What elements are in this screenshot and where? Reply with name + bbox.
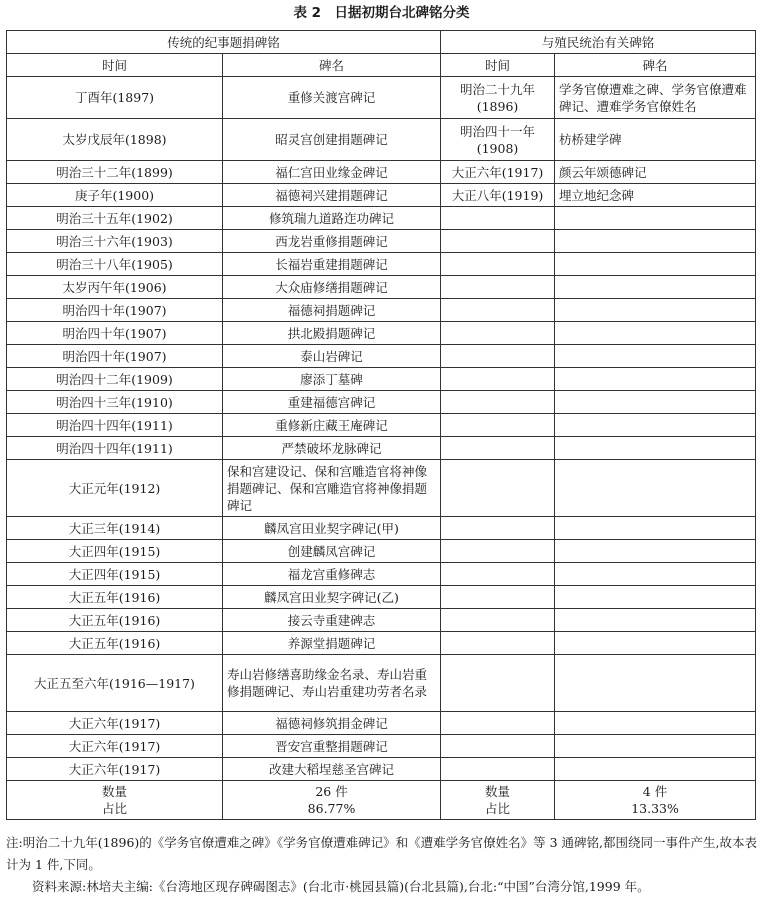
name-cell-left: 重修新庄藏王庵碑记 — [223, 414, 441, 437]
time-cell-left: 明治三十五年(1902) — [7, 207, 223, 230]
name-cell-right: 学务官僚遭难之碑、学务官僚遭难碑记、遭难学务官僚姓名 — [555, 77, 756, 119]
inscription-table — [6, 30, 756, 820]
time-cell-right: 明治四十一年(1908) — [441, 119, 555, 161]
time-cell-left: 大正五年(1916) — [7, 586, 223, 609]
time-cell-right — [441, 632, 555, 655]
table-row — [7, 758, 756, 781]
name-cell-right — [555, 437, 756, 460]
time-cell-right: 大正六年(1917) — [441, 161, 555, 184]
table-row — [7, 368, 756, 391]
name-cell-right — [555, 391, 756, 414]
name-cell-left: 养源堂捐题碑记 — [223, 632, 441, 655]
name-cell-left: 泰山岩碑记 — [223, 345, 441, 368]
name-cell-right — [555, 712, 756, 735]
name-cell-left: 福龙宫重修碑志 — [223, 563, 441, 586]
time-cell-left: 明治四十年(1907) — [7, 299, 223, 322]
time-cell-right — [441, 345, 555, 368]
name-cell-right — [555, 609, 756, 632]
time-cell-right — [441, 207, 555, 230]
time-cell-left: 明治四十三年(1910) — [7, 391, 223, 414]
time-cell-left: 大正四年(1915) — [7, 563, 223, 586]
name-cell-left: 福德祠兴建捐题碑记 — [223, 184, 441, 207]
time-cell-left: 大正六年(1917) — [7, 758, 223, 781]
name-cell-left: 福德祠捐题碑记 — [223, 299, 441, 322]
count-label: 数量 — [485, 784, 511, 799]
table-row — [7, 414, 756, 437]
name-cell-right — [555, 322, 756, 345]
name-cell-right — [555, 758, 756, 781]
table-row — [7, 460, 756, 517]
time-cell-left: 明治四十四年(1911) — [7, 437, 223, 460]
time-cell-right: 明治二十九年(1896) — [441, 77, 555, 119]
name-cell-left: 创建麟凤宫碑记 — [223, 540, 441, 563]
header-name-left: 碑名 — [223, 54, 441, 77]
table-row — [7, 322, 756, 345]
name-cell-right — [555, 414, 756, 437]
name-cell-right — [555, 563, 756, 586]
name-cell-left: 重修关渡宫碑记 — [223, 77, 441, 119]
name-cell-left: 廖添丁墓碑 — [223, 368, 441, 391]
table-body — [7, 77, 756, 781]
time-cell-right — [441, 758, 555, 781]
time-cell-left: 大正元年(1912) — [7, 460, 223, 517]
table-row — [7, 437, 756, 460]
name-cell-left: 严禁破坏龙脉碑记 — [223, 437, 441, 460]
time-cell-left: 明治三十八年(1905) — [7, 253, 223, 276]
time-cell-left: 太岁戊辰年(1898) — [7, 119, 223, 161]
name-cell-right — [555, 586, 756, 609]
time-cell-right — [441, 655, 555, 712]
table-row — [7, 77, 756, 119]
name-cell-left: 保和宫建设记、保和宫雕造官将神像捐题碑记、保和宫雕造官将神像捐题碑记 — [223, 460, 441, 517]
name-cell-right: 埋立地纪念碑 — [555, 184, 756, 207]
time-cell-right — [441, 586, 555, 609]
name-cell-left: 西龙岩重修捐题碑记 — [223, 230, 441, 253]
time-cell-right — [441, 712, 555, 735]
left-ratio: 86.77% — [307, 801, 356, 816]
time-cell-right — [441, 563, 555, 586]
name-cell-right — [555, 345, 756, 368]
header-colonial: 与殖民统治有关碑铭 — [441, 31, 756, 54]
time-cell-left: 明治三十六年(1903) — [7, 230, 223, 253]
time-cell-right — [441, 437, 555, 460]
name-cell-left: 长福岩重建捐题碑记 — [223, 253, 441, 276]
summary-labels-right — [441, 781, 555, 820]
name-cell-right — [555, 460, 756, 517]
time-cell-right — [441, 368, 555, 391]
time-cell-right — [441, 299, 555, 322]
name-cell-left: 福德祠修筑捐金碑记 — [223, 712, 441, 735]
table-row — [7, 540, 756, 563]
table-row — [7, 712, 756, 735]
table-row — [7, 276, 756, 299]
name-cell-left: 大众庙修缮捐题碑记 — [223, 276, 441, 299]
name-cell-right — [555, 517, 756, 540]
table-row — [7, 230, 756, 253]
name-cell-left: 昭灵宫创建捐题碑记 — [223, 119, 441, 161]
name-cell-left: 拱北殿捐题碑记 — [223, 322, 441, 345]
time-cell-left: 丁酉年(1897) — [7, 77, 223, 119]
time-cell-right — [441, 391, 555, 414]
header-traditional: 传统的纪事题捐碑铭 — [7, 31, 441, 54]
time-cell-right — [441, 540, 555, 563]
time-cell-left: 明治三十二年(1899) — [7, 161, 223, 184]
table-row — [7, 345, 756, 368]
time-cell-left: 大正六年(1917) — [7, 735, 223, 758]
ratio-label: 占比 — [485, 801, 511, 816]
table-row — [7, 253, 756, 276]
time-cell-left: 明治四十二年(1909) — [7, 368, 223, 391]
time-cell-right: 大正八年(1919) — [441, 184, 555, 207]
header-time-right: 时间 — [441, 54, 555, 77]
right-count: 4 件 — [642, 784, 668, 799]
table-row — [7, 184, 756, 207]
time-cell-right — [441, 414, 555, 437]
ratio-label: 占比 — [101, 801, 127, 816]
table-row — [7, 632, 756, 655]
table-row — [7, 563, 756, 586]
time-cell-left: 明治四十年(1907) — [7, 322, 223, 345]
header-time-left: 时间 — [7, 54, 223, 77]
source-note: 资料来源:林培夫主编:《台湾地区现存碑碣图志》(台北市·桃园县篇)(台北县篇),台北:“中国”台湾分馆,1999 年。 — [32, 879, 650, 894]
name-cell-right — [555, 207, 756, 230]
summary-labels-left — [7, 781, 223, 820]
name-cell-left: 寿山岩修缮喜助缘金名录、寿山岩重修捐题碑记、寿山岩重建功劳者名录 — [223, 655, 441, 712]
time-cell-right — [441, 517, 555, 540]
header-name-right: 碑名 — [555, 54, 756, 77]
time-cell-left: 大正五年(1916) — [7, 632, 223, 655]
name-cell-left: 修筑瑞九道路迮功碑记 — [223, 207, 441, 230]
name-cell-right — [555, 299, 756, 322]
footnote: 注:明治二十九年(1896)的《学务官僚遭难之碑》《学务官僚遭难碑记》和《遭难学务官僚姓名》等 3 通碑铭,都围绕同一事件产生,故本表计为 1 件,下同。 — [6, 835, 757, 872]
table-row — [7, 391, 756, 414]
table-row — [7, 517, 756, 540]
name-cell-right: 颜云年颂德碑记 — [555, 161, 756, 184]
time-cell-right — [441, 253, 555, 276]
name-cell-right — [555, 655, 756, 712]
right-ratio: 13.33% — [631, 801, 679, 816]
time-cell-right — [441, 230, 555, 253]
time-cell-left: 太岁丙午年(1906) — [7, 276, 223, 299]
name-cell-right — [555, 276, 756, 299]
table-title: 表 2 日据初期台北碑铭分类 — [293, 5, 470, 21]
time-cell-left: 大正四年(1915) — [7, 540, 223, 563]
name-cell-left: 麟凤宫田业契字碑记(甲) — [223, 517, 441, 540]
table-row — [7, 161, 756, 184]
name-cell-right — [555, 253, 756, 276]
time-cell-left: 明治四十四年(1911) — [7, 414, 223, 437]
table-row — [7, 609, 756, 632]
time-cell-left: 大正六年(1917) — [7, 712, 223, 735]
name-cell-left: 接云寺重建碑志 — [223, 609, 441, 632]
table-row — [7, 735, 756, 758]
time-cell-left: 庚子年(1900) — [7, 184, 223, 207]
name-cell-right — [555, 230, 756, 253]
time-cell-left: 大正五年(1916) — [7, 609, 223, 632]
name-cell-right — [555, 735, 756, 758]
name-cell-right — [555, 368, 756, 391]
time-cell-right — [441, 276, 555, 299]
time-cell-left: 明治四十年(1907) — [7, 345, 223, 368]
name-cell-left: 改建大稻埕慈圣宫碑记 — [223, 758, 441, 781]
time-cell-right — [441, 609, 555, 632]
table-row — [7, 299, 756, 322]
page — [0, 2, 763, 903]
time-cell-right — [441, 735, 555, 758]
table-notes — [6, 832, 757, 898]
table-row — [7, 207, 756, 230]
summary-values-left — [223, 781, 441, 820]
table-row — [7, 586, 756, 609]
name-cell-left: 麟凤宫田业契字碑记(乙) — [223, 586, 441, 609]
count-label: 数量 — [101, 784, 127, 799]
name-cell-left: 晋安宫重整捐题碑记 — [223, 735, 441, 758]
time-cell-left: 大正三年(1914) — [7, 517, 223, 540]
left-count: 26 件 — [315, 784, 348, 799]
name-cell-left: 福仁宫田业缘金碑记 — [223, 161, 441, 184]
time-cell-left: 大正五至六年(1916—1917) — [7, 655, 223, 712]
name-cell-right — [555, 632, 756, 655]
time-cell-right — [441, 322, 555, 345]
table-row — [7, 655, 756, 712]
table-summary — [7, 781, 756, 820]
summary-values-right — [555, 781, 756, 820]
time-cell-right — [441, 460, 555, 517]
table-row — [7, 119, 756, 161]
name-cell-right — [555, 540, 756, 563]
name-cell-right: 枋桥建学碑 — [555, 119, 756, 161]
name-cell-left: 重建福德宫碑记 — [223, 391, 441, 414]
